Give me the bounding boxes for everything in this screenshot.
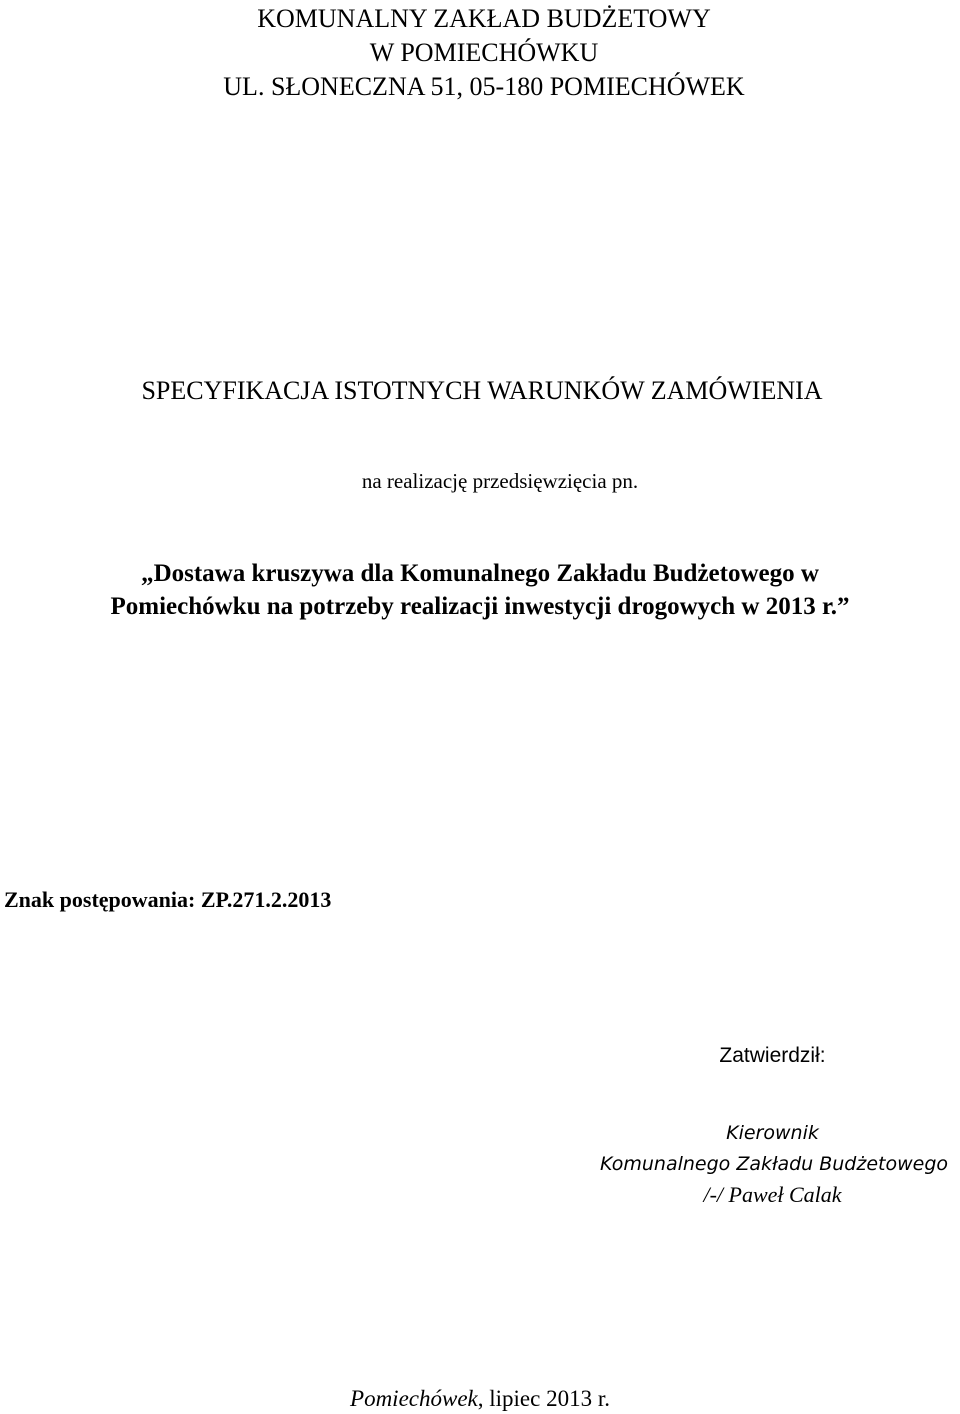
project-title-line-1: „Dostawa kruszywa dla Komunalnego Zakładu Budżetowego w	[141, 560, 819, 587]
place-name: Pomiechówek	[350, 1386, 478, 1411]
organization-location-line: W POMIECHÓWKU	[369, 38, 599, 67]
document-title: SPECYFIKACJA ISTOTNYCH WARUNKÓW ZAMÓWIENIA	[141, 376, 823, 405]
organization-name-line: KOMUNALNY ZAKŁAD BUDŻETOWY	[257, 4, 711, 33]
approval-label: Zatwierdził:	[719, 1044, 826, 1067]
project-title-line-2: Pomiechówku na potrzeby realizacji inwestycji drogowych w 2013 r.”	[110, 593, 850, 620]
case-number: Znak postępowania: ZP.271.2.2013	[4, 887, 332, 912]
approver-organization: Komunalnego Zakładu Budżetowego	[599, 1153, 949, 1175]
approver-position: Kierownik	[726, 1122, 819, 1144]
place-and-date	[0, 1387, 960, 1410]
document-date: , lipiec 2013 r.	[477, 1386, 610, 1411]
organization-address-line: UL. SŁONECZNA 51, 05-180 POMIECHÓWEK	[223, 72, 745, 101]
approver-signature: /-/ Paweł Calak	[703, 1182, 842, 1207]
document-subtitle: na realizację przedsięwzięcia pn.	[361, 469, 639, 493]
